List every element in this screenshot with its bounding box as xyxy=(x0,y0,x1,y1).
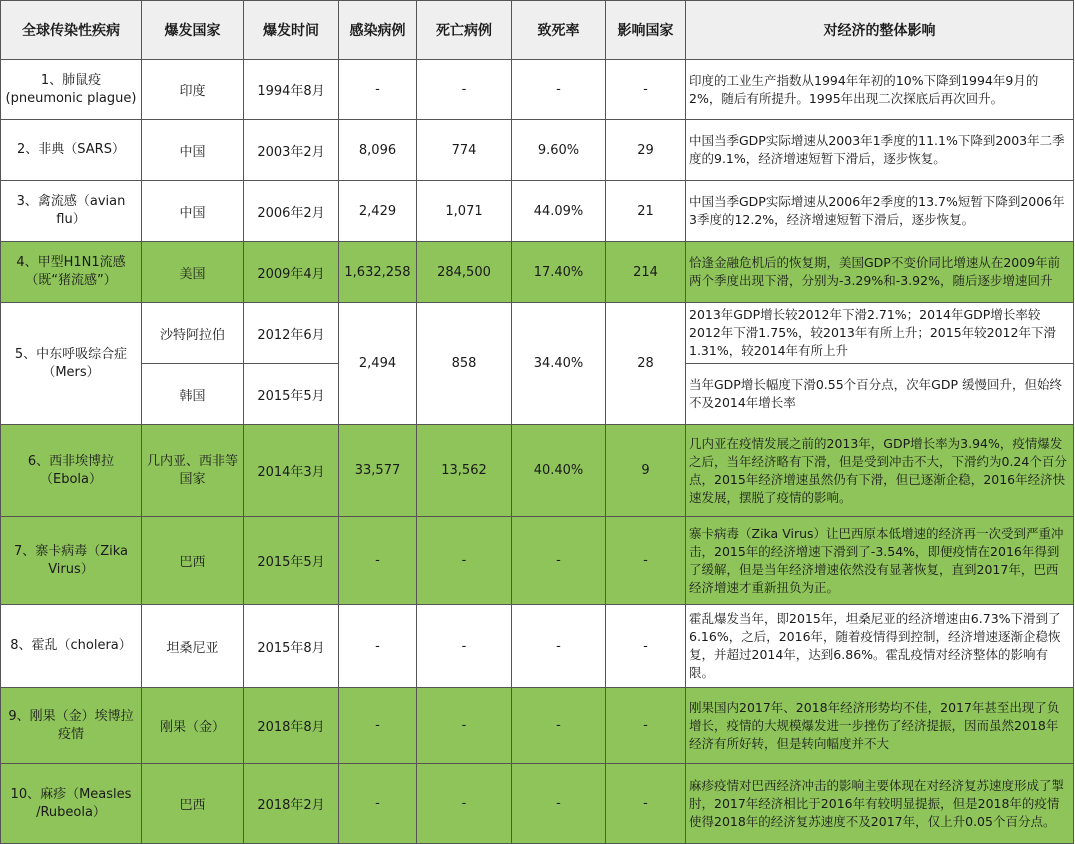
impact-cell: 恰逢金融危机后的恢复期，美国GDP不变价同比增速从在2009年前两个季度出现下滑，分别为-3.29%和-3.92%，随后逐步增速回升 xyxy=(686,242,1074,303)
disease-cell: 10、麻疹（Measles /Rubeola） xyxy=(1,764,142,844)
country-cell: 沙特阿拉伯 xyxy=(142,303,244,364)
affected-cell: 9 xyxy=(606,425,686,517)
impact-cell: 几内亚在疫情发展之前的2013年，GDP增长率为3.94%，疫情爆发之后，当年经济略有下滑，但是受到冲击不大，下滑约为0.24个百分点，2015年经济增速虽然仍有下滑，但已逐渐企稳，2016年经济快速发展，摆脱了疫情的影响。 xyxy=(686,425,1074,517)
country-cell: 刚果（金） xyxy=(142,688,244,764)
time-cell: 1994年8月 xyxy=(244,60,339,120)
country-cell: 巴西 xyxy=(142,764,244,844)
cases-cell: - xyxy=(339,764,417,844)
cases-cell: 1,632,258 xyxy=(339,242,417,303)
table-row xyxy=(1,688,1074,764)
time-cell: 2009年4月 xyxy=(244,242,339,303)
disease-cell: 9、刚果（金）埃博拉疫情 xyxy=(1,688,142,764)
deaths-cell: 13,562 xyxy=(417,425,512,517)
affected-cell: - xyxy=(606,517,686,605)
time-cell: 2015年8月 xyxy=(244,605,339,688)
disease-cell: 1、肺鼠疫(pneumonic plague) xyxy=(1,60,142,120)
disease-cell: 2、非典（SARS） xyxy=(1,120,142,181)
table-row xyxy=(1,425,1074,517)
affected-cell: 21 xyxy=(606,181,686,242)
fatality-cell: 44.09% xyxy=(512,181,606,242)
disease-cell: 7、寨卡病毒（Zika Virus） xyxy=(1,517,142,605)
fatality-cell: - xyxy=(512,517,606,605)
impact-cell: 霍乱爆发当年，即2015年，坦桑尼亚的经济增速由6.73%下滑到了6.16%，之后，2016年，随着疫情得到控制，经济增速逐渐企稳恢复，并超过2014年，达到6.86%。霍乱疫情对经济整体的影响有限。 xyxy=(686,605,1074,688)
header-row xyxy=(1,1,1074,60)
table-row xyxy=(1,181,1074,242)
cases-cell: 33,577 xyxy=(339,425,417,517)
disease-cell: 6、西非埃博拉（Ebola） xyxy=(1,425,142,517)
table-row xyxy=(1,764,1074,844)
table-row xyxy=(1,605,1074,688)
cases-cell: - xyxy=(339,688,417,764)
fatality-cell: 17.40% xyxy=(512,242,606,303)
country-cell: 韩国 xyxy=(142,364,244,425)
fatality-cell: 34.40% xyxy=(512,303,606,425)
time-cell: 2018年2月 xyxy=(244,764,339,844)
cases-cell: - xyxy=(339,60,417,120)
table-row xyxy=(1,242,1074,303)
affected-cell: - xyxy=(606,764,686,844)
table-row xyxy=(1,517,1074,605)
impact-cell: 印度的工业生产指数从1994年年初的10%下降到1994年9月的2%，随后有所提升。1995年出现二次探底后再次回升。 xyxy=(686,60,1074,120)
cases-cell: 8,096 xyxy=(339,120,417,181)
fatality-cell: 40.40% xyxy=(512,425,606,517)
deaths-cell: 284,500 xyxy=(417,242,512,303)
time-cell: 2015年5月 xyxy=(244,364,339,425)
impact-cell: 2013年GDP增长较2012年下滑2.71%；2014年GDP增长率较2012年下滑1.75%，较2013年有所上升；2015年较2012年下滑1.31%，较2014年有所上升 xyxy=(686,303,1074,364)
impact-cell: 麻疹疫情对巴西经济冲击的影响主要体现在对经济复苏速度形成了掣肘，2017年经济相比于2016年有较明显提振，但是2018年的疫情使得2018年的经济复苏速度不及2017年，仅上升0.05个百分点。 xyxy=(686,764,1074,844)
disease-cell: 4、甲型H1N1流感（既“猪流感”） xyxy=(1,242,142,303)
deaths-cell: - xyxy=(417,605,512,688)
deaths-cell: - xyxy=(417,764,512,844)
time-cell: 2012年6月 xyxy=(244,303,339,364)
time-cell: 2006年2月 xyxy=(244,181,339,242)
header-cases: 感染病例 xyxy=(339,1,417,60)
table-row xyxy=(1,303,1074,364)
deaths-cell: 858 xyxy=(417,303,512,425)
country-cell: 美国 xyxy=(142,242,244,303)
fatality-cell: - xyxy=(512,60,606,120)
country-cell: 巴西 xyxy=(142,517,244,605)
time-cell: 2015年5月 xyxy=(244,517,339,605)
fatality-cell: - xyxy=(512,605,606,688)
country-cell: 几内亚、西非等国家 xyxy=(142,425,244,517)
affected-cell: - xyxy=(606,60,686,120)
affected-cell: 28 xyxy=(606,303,686,425)
impact-cell: 当年GDP增长幅度下滑0.55个百分点，次年GDP 缓慢回升，但始终不及2014年增长率 xyxy=(686,364,1074,425)
affected-cell: 29 xyxy=(606,120,686,181)
affected-cell: 214 xyxy=(606,242,686,303)
impact-cell: 中国当季GDP实际增速从2003年1季度的11.1%下降到2003年二季度的9.1%，经济增速短暂下滑后，逐步恢复。 xyxy=(686,120,1074,181)
header-affected: 影响国家 xyxy=(606,1,686,60)
header-time: 爆发时间 xyxy=(244,1,339,60)
cases-cell: - xyxy=(339,517,417,605)
cases-cell: 2,429 xyxy=(339,181,417,242)
affected-cell: - xyxy=(606,605,686,688)
time-cell: 2003年2月 xyxy=(244,120,339,181)
country-cell: 中国 xyxy=(142,181,244,242)
fatality-cell: - xyxy=(512,688,606,764)
affected-cell: - xyxy=(606,688,686,764)
cases-cell: 2,494 xyxy=(339,303,417,425)
time-cell: 2018年8月 xyxy=(244,688,339,764)
disease-cell: 3、禽流感（avian flu） xyxy=(1,181,142,242)
deaths-cell: - xyxy=(417,60,512,120)
impact-cell: 刚果国内2017年、2018年经济形势均不佳，2017年甚至出现了负增长，疫情的大规模爆发进一步挫伤了经济提振，因而虽然2018年经济有所好转，但是转向幅度并不大 xyxy=(686,688,1074,764)
fatality-cell: - xyxy=(512,764,606,844)
country-cell: 印度 xyxy=(142,60,244,120)
table-row xyxy=(1,120,1074,181)
deaths-cell: 774 xyxy=(417,120,512,181)
header-deaths: 死亡病例 xyxy=(417,1,512,60)
header-country: 爆发国家 xyxy=(142,1,244,60)
deaths-cell: - xyxy=(417,517,512,605)
country-cell: 中国 xyxy=(142,120,244,181)
header-disease: 全球传染性疾病 xyxy=(1,1,142,60)
deaths-cell: - xyxy=(417,688,512,764)
fatality-cell: 9.60% xyxy=(512,120,606,181)
cases-cell: - xyxy=(339,605,417,688)
disease-cell: 8、霍乱（cholera） xyxy=(1,605,142,688)
header-impact: 对经济的整体影响 xyxy=(686,1,1074,60)
impact-cell: 中国当季GDP实际增速从2006年2季度的13.7%短暂下降到2006年3季度的12.2%，经济增速短暂下滑后，逐步恢复。 xyxy=(686,181,1074,242)
header-fatality: 致死率 xyxy=(512,1,606,60)
time-cell: 2014年3月 xyxy=(244,425,339,517)
table-row xyxy=(1,60,1074,120)
impact-cell: 寨卡病毒（Zika Virus）让巴西原本低增速的经济再一次受到严重冲击，2015年的经济增速下滑到了-3.54%，即便疫情在2016年得到了缓解，但是当年经济增速依然没有显著恢复，直到2017年，巴西经济增速才重新扭负为正。 xyxy=(686,517,1074,605)
deaths-cell: 1,071 xyxy=(417,181,512,242)
country-cell: 坦桑尼亚 xyxy=(142,605,244,688)
disease-cell: 5、中东呼吸综合症（Mers） xyxy=(1,303,142,425)
